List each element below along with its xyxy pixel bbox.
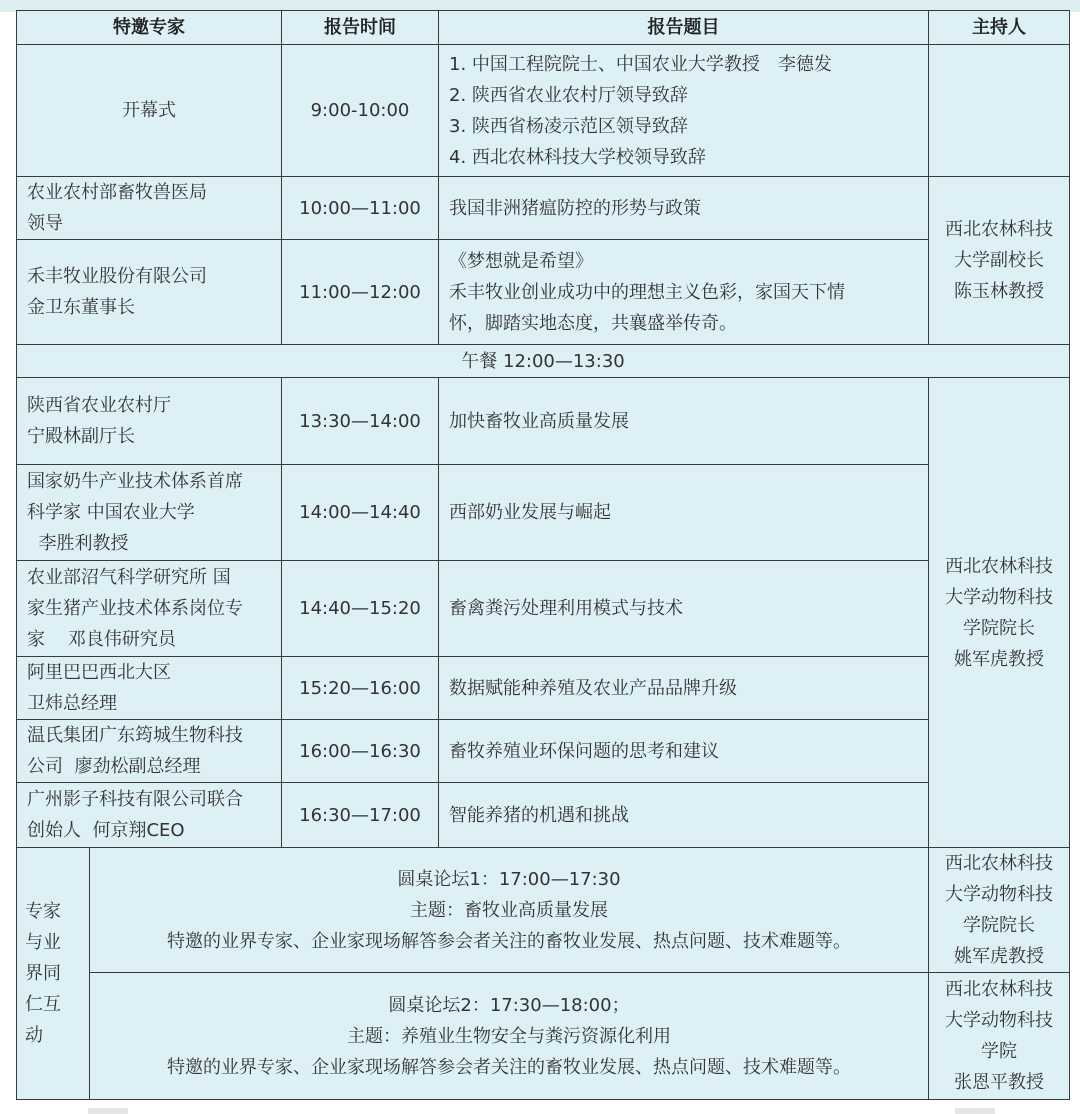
topic-cell: 畜禽粪污处理利用模式与技术 xyxy=(439,561,929,657)
topic-cell: 《梦想就是希望》 禾丰牧业创业成功中的理想主义色彩，家国天下情 怀，脚踏实地态度，共襄盛举传奇。 xyxy=(439,240,929,345)
table-row xyxy=(17,848,1070,973)
forum-2: 圆桌论坛2：17:30—18:00； 主题：养殖业生物安全与粪污资源化利用 特邀的业界专家、企业家现场解答参会者关注的畜牧业发展、热点问题、技术难题等。 xyxy=(90,973,929,1100)
table-row xyxy=(17,720,1070,783)
schedule-table xyxy=(16,10,1070,1100)
topic-cell: 西部奶业发展与崛起 xyxy=(439,465,929,561)
header-topic: 报告题目 xyxy=(439,11,929,45)
topic-cell: 我国非洲猪瘟防控的形势与政策 xyxy=(439,177,929,240)
topic-cell: 数据赋能种养殖及农业产品品牌升级 xyxy=(439,657,929,720)
table-row xyxy=(17,783,1070,848)
forum-1-host: 西北农林科技 大学动物科技 学院院长 姚军虎教授 xyxy=(929,848,1070,973)
opening-expert: 开幕式 xyxy=(17,45,282,177)
table-row xyxy=(17,657,1070,720)
list-item: 3. 陕西省杨凌示范区领导致辞 xyxy=(449,115,688,137)
time-cell: 14:40—15:20 xyxy=(282,561,439,657)
list-item: 1. 中国工程院院士、中国农业大学教授 李德发 xyxy=(449,53,832,75)
interaction-label: 专家 与业 界同 仁互 动 xyxy=(17,848,90,1100)
header-host: 主持人 xyxy=(929,11,1070,45)
topic-cell: 加快畜牧业高质量发展 xyxy=(439,378,929,465)
expert-cell: 禾丰牧业股份有限公司 金卫东董事长 xyxy=(17,240,282,345)
lunch-row xyxy=(17,345,1070,378)
time-cell: 11:00—12:00 xyxy=(282,240,439,345)
bottom-divider xyxy=(955,1108,995,1114)
table-row xyxy=(17,378,1070,465)
forum-2-host: 西北农林科技 大学动物科技 学院 张恩平教授 xyxy=(929,973,1070,1100)
opening-topics xyxy=(439,45,929,177)
opening-time: 9:00-10:00 xyxy=(282,45,439,177)
expert-cell: 陕西省农业农村厅 宁殿林副厅长 xyxy=(17,378,282,465)
time-cell: 10:00—11:00 xyxy=(282,177,439,240)
topic-cell: 畜牧养殖业环保问题的思考和建议 xyxy=(439,720,929,783)
header-expert: 特邀专家 xyxy=(17,11,282,45)
expert-cell: 农业部沼气科学研究所 国 家生猪产业技术体系岗位专 家 邓良伟研究员 xyxy=(17,561,282,657)
expert-cell: 国家奶牛产业技术体系首席 科学家 中国农业大学 李胜利教授 xyxy=(17,465,282,561)
expert-cell: 广州影子科技有限公司联合 创始人 何京翔CEO xyxy=(17,783,282,848)
time-cell: 16:30—17:00 xyxy=(282,783,439,848)
time-cell: 15:20—16:00 xyxy=(282,657,439,720)
afternoon-host: 西北农林科技 大学动物科技 学院院长 姚军虎教授 xyxy=(929,378,1070,848)
time-cell: 16:00—16:30 xyxy=(282,720,439,783)
table-row xyxy=(17,240,1070,345)
header-time: 报告时间 xyxy=(282,11,439,45)
expert-cell: 阿里巴巴西北大区 卫炜总经理 xyxy=(17,657,282,720)
table-row xyxy=(17,45,1070,177)
forum-1: 圆桌论坛1：17:00—17:30 主题：畜牧业高质量发展 特邀的业界专家、企业家现场解答参会者关注的畜牧业发展、热点问题、技术难题等。 xyxy=(90,848,929,973)
list-item: 2. 陕西省农业农村厅领导致辞 xyxy=(449,84,688,106)
table-row xyxy=(17,973,1070,1100)
opening-host xyxy=(929,45,1070,177)
list-item: 4. 西北农林科技大学校领导致辞 xyxy=(449,146,706,168)
expert-cell: 温氏集团广东筠城生物科技 公司 廖劲松副总经理 xyxy=(17,720,282,783)
topic-cell: 智能养猪的机遇和挑战 xyxy=(439,783,929,848)
lunch-break: 午餐 12:00—13:30 xyxy=(17,345,1070,378)
morning-host: 西北农林科技 大学副校长 陈玉林教授 xyxy=(929,177,1070,345)
time-cell: 14:00—14:40 xyxy=(282,465,439,561)
table-row xyxy=(17,465,1070,561)
time-cell: 13:30—14:00 xyxy=(282,378,439,465)
table-row xyxy=(17,177,1070,240)
table-header-row xyxy=(17,11,1070,45)
table-row xyxy=(17,561,1070,657)
bottom-divider xyxy=(88,1108,128,1114)
expert-cell: 农业农村部畜牧兽医局 领导 xyxy=(17,177,282,240)
